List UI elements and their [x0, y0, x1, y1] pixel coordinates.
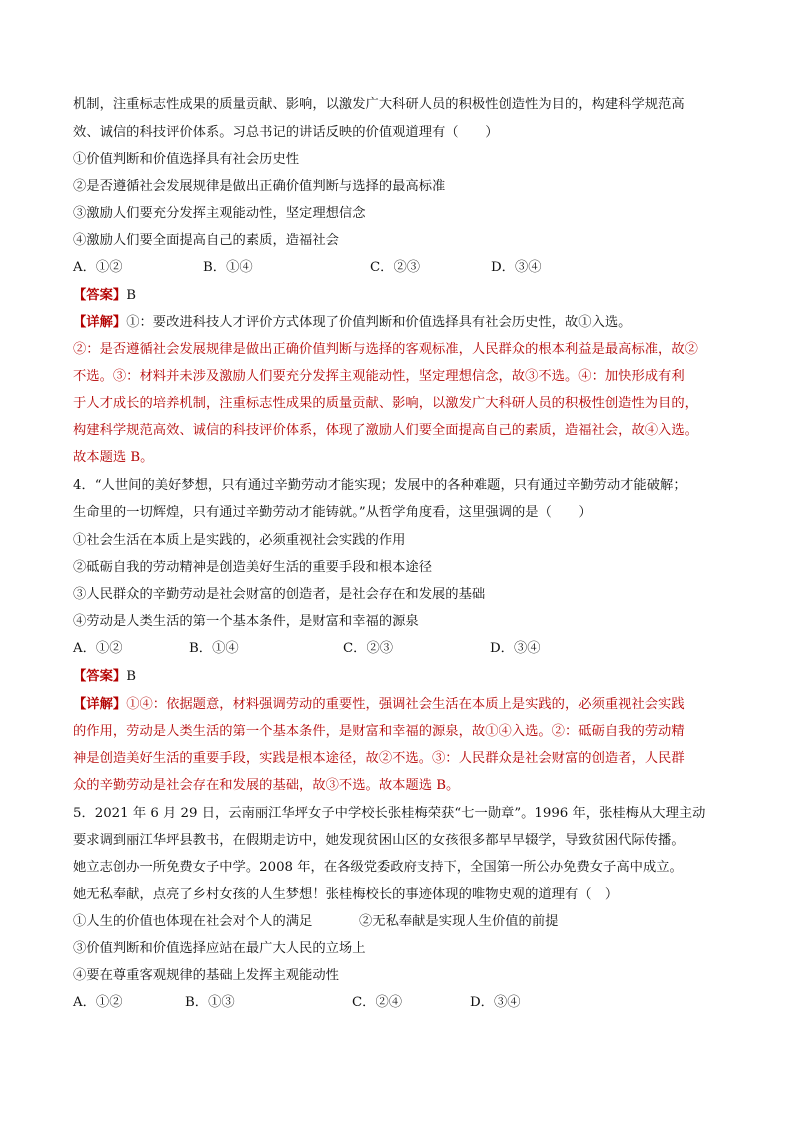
q3-stem-line2: 效、诚信的科技评价体系。习总书记的讲话反映的价值观道理有（ ）	[73, 125, 499, 140]
q3-detail-line4: 于人才成长的培养机制，注重标志性成果的质量贡献、影响，以激发广大科研人员的积极性创造性为目的，	[73, 396, 698, 411]
q3-option-c: C．②③	[370, 260, 421, 275]
q5-statement-1: ①人生的价值也体现在社会对个人的满足	[73, 914, 313, 929]
q5-stem-line2: 要求调到丽江华坪县教书，在假期走访中，她发现贫困山区的女孩很多都早早辍学，导致贫困代际传播。	[73, 833, 685, 848]
q3-statement-3: ③激励人们要充分发挥主观能动性，坚定理想信念	[73, 206, 366, 221]
q3-detail-line2: ②：是否遵循社会发展规律是做出正确价值判断与选择的客观标准，人民群众的根本利益是最高标准，故②	[73, 342, 698, 357]
q5-option-d: D．③④	[470, 995, 521, 1010]
q5-option-b: B．①③	[185, 995, 235, 1010]
q3-statement-1: ①价值判断和价值选择具有社会历史性	[73, 152, 300, 167]
answer-tag: 【答案】	[73, 669, 127, 684]
answer-value: B	[126, 288, 136, 303]
q3-option-d: D．③④	[491, 260, 542, 275]
q4-detail-line2: 的作用，劳动是人类生活的第一个基本条件，是财富和幸福的源泉，故①④入选。②：砥砺自我的劳动精	[73, 724, 685, 739]
detail-text: ①④：依据题意，材料强调劳动的重要性，强调社会生活在本质上是实践的，必须重视社会实践	[126, 697, 685, 712]
detail-tag: 【详解】	[73, 697, 127, 712]
q4-detail-line4: 众的辛勤劳动是社会存在和发展的基础，故③不选。故本题选 B。	[73, 778, 460, 793]
q5-statement-2: ②无私奉献是实现人生价值的前提	[359, 914, 559, 929]
q4-option-a: A．①②	[73, 641, 123, 656]
q5-option-a: A．①②	[73, 995, 123, 1010]
q3-detail-line6: 故本题选 B。	[73, 450, 154, 465]
q3-statement-2: ②是否遵循社会发展规律是做出正确价值判断与选择的最高标准	[73, 179, 446, 194]
q4-stem-line2: 生命里的一切辉煌，只有通过辛勤劳动才能铸就。”从哲学角度看，这里强调的是（ ）	[73, 505, 592, 520]
q5-stem-line4: 她无私奉献，点亮了乡村女孩的人生梦想！张桂梅校长的事迹体现的唯物史观的道理有（ ）	[73, 887, 619, 902]
q3-detail-line3: 不选。③：材料并未涉及激励人们要充分发挥主观能动性，坚定理想信念，故③不选。④：加快形成有利	[73, 369, 685, 384]
q4-option-d: D．③④	[490, 641, 541, 656]
q3-statement-4: ④激励人们要全面提高自己的素质，造福社会	[73, 233, 339, 248]
q4-option-c: C．②③	[343, 641, 394, 656]
detail-tag: 【详解】	[73, 315, 127, 330]
answer-value: B	[126, 669, 136, 684]
answer-tag: 【答案】	[73, 288, 127, 303]
q4-statement-1: ①社会生活在本质上是实践的，必须重视社会实践的作用	[73, 533, 406, 548]
q5-stem-line3: 她立志创办一所免费女子中学。2008 年，在各级党委政府支持下，全国第一所公办免费女子高中成立。	[73, 860, 683, 875]
q4-answer	[73, 668, 136, 686]
q3-stem-line1: 机制，注重标志性成果的质量贡献、影响，以激发广大科研人员的积极性创造性为目的，构建科学规范高	[73, 97, 685, 112]
q4-option-b: B．①④	[189, 641, 239, 656]
q3-option-b: B．①④	[203, 260, 253, 275]
q3-detail-line5: 构建科学规范高效、诚信的科技评价体系，体现了激励人们要全面提高自己的素质，造福社会，故④入选。	[73, 423, 698, 438]
q5-stem-line1: 5．2021 年 6 月 29 日，云南丽江华坪女子中学校长张桂梅荣获“七一勋章”。1996 年，张桂梅从大理主动	[73, 806, 706, 821]
q5-option-c: C．②④	[352, 995, 403, 1010]
q4-statement-3: ③人民群众的辛勤劳动是社会财富的创造者，是社会存在和发展的基础	[73, 587, 486, 602]
detail-text: ①：要改进科技人才评价方式体现了价值判断和价值选择具有社会历史性，故①入选。	[126, 315, 632, 330]
q4-statement-4: ④劳动是人类生活的第一个基本条件，是财富和幸福的源泉	[73, 614, 419, 629]
q4-detail-line1	[73, 696, 685, 714]
q3-detail-line1	[73, 314, 631, 332]
q4-stem-line1: 4．“人世间的美好梦想，只有通过辛勤劳动才能实现；发展中的各种难题，只有通过辛勤劳动才能破解；	[73, 478, 687, 493]
q3-answer	[73, 287, 136, 305]
q5-statement-4: ④要在尊重客观规律的基础上发挥主观能动性	[73, 968, 339, 983]
q3-option-a: A．①②	[73, 260, 123, 275]
q4-detail-line3: 神是创造美好生活的重要手段，实践是根本途径，故②不选。③：人民群众是社会财富的创造者，人民群	[73, 751, 685, 766]
q5-statement-3: ③价值判断和价值选择应站在最广大人民的立场上	[73, 941, 366, 956]
q4-statement-2: ②砥砺自我的劳动精神是创造美好生活的重要手段和根本途径	[73, 560, 433, 575]
